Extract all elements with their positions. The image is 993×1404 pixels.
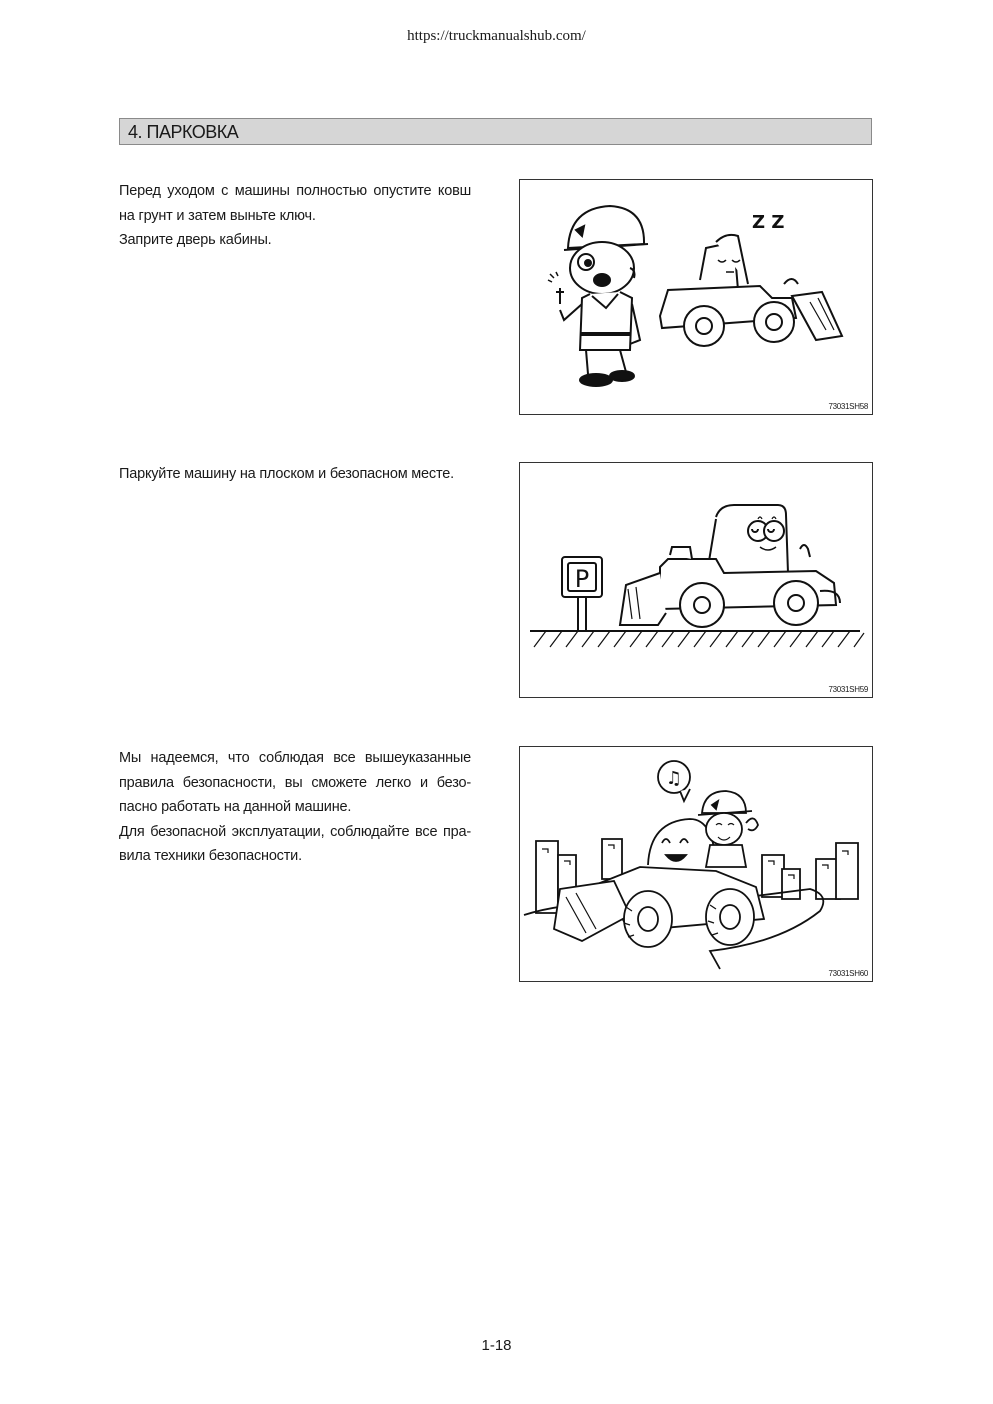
music-note-icon: ♫ <box>665 768 683 789</box>
paragraph-1-line-2: на грунт и затем выньте ключ. <box>119 207 316 224</box>
paragraph-1-line-1: Перед уходом с машины полностью опустите ковш <box>119 183 471 199</box>
paragraph-3-line-5: вила техники безопасности. <box>119 848 302 864</box>
figure-code: 73031SH58 <box>828 402 868 411</box>
paragraph-1 <box>119 179 471 253</box>
figure-happy-loader-city <box>519 746 873 982</box>
figure-code: 73031SH59 <box>828 685 868 694</box>
figure-parked-loader <box>519 462 873 698</box>
paragraph-3 <box>119 746 471 869</box>
page-number: 1-18 <box>481 1337 512 1354</box>
source-url[interactable]: https://truckmanualshub.com/ <box>407 28 586 44</box>
section-title: 4. ПАРКОВКА <box>128 122 239 142</box>
paragraph-3-line-2: правила безопасности, вы сможете легко и безо- <box>119 774 471 791</box>
figure-code: 73031SH60 <box>828 969 868 978</box>
parked-loader-illustration <box>520 463 872 697</box>
paragraph-3-line-1: Мы надеемся, что соблюдая все вышеуказанные <box>119 750 471 766</box>
paragraph-1-line-3: Заприте дверь кабины. <box>119 232 272 248</box>
paragraph-2-line-1: Паркуйте машину на плоском и безопасном месте. <box>119 466 454 482</box>
paragraph-3-line-3: пасно работать на данной машине. <box>119 799 352 815</box>
paragraph-2 <box>119 462 471 487</box>
operator-and-sleeping-loader-illustration <box>520 180 872 414</box>
section-heading-bar <box>119 118 872 145</box>
sleep-zz-text: Z Z <box>752 212 785 233</box>
paragraph-3-line-4: Для безопасной эксплуатации, соблюдайте все пра- <box>119 823 471 840</box>
parking-sign-letter: P <box>574 565 590 593</box>
figure-operator-leaving-loader <box>519 179 873 415</box>
happy-loader-city-illustration <box>520 747 872 981</box>
